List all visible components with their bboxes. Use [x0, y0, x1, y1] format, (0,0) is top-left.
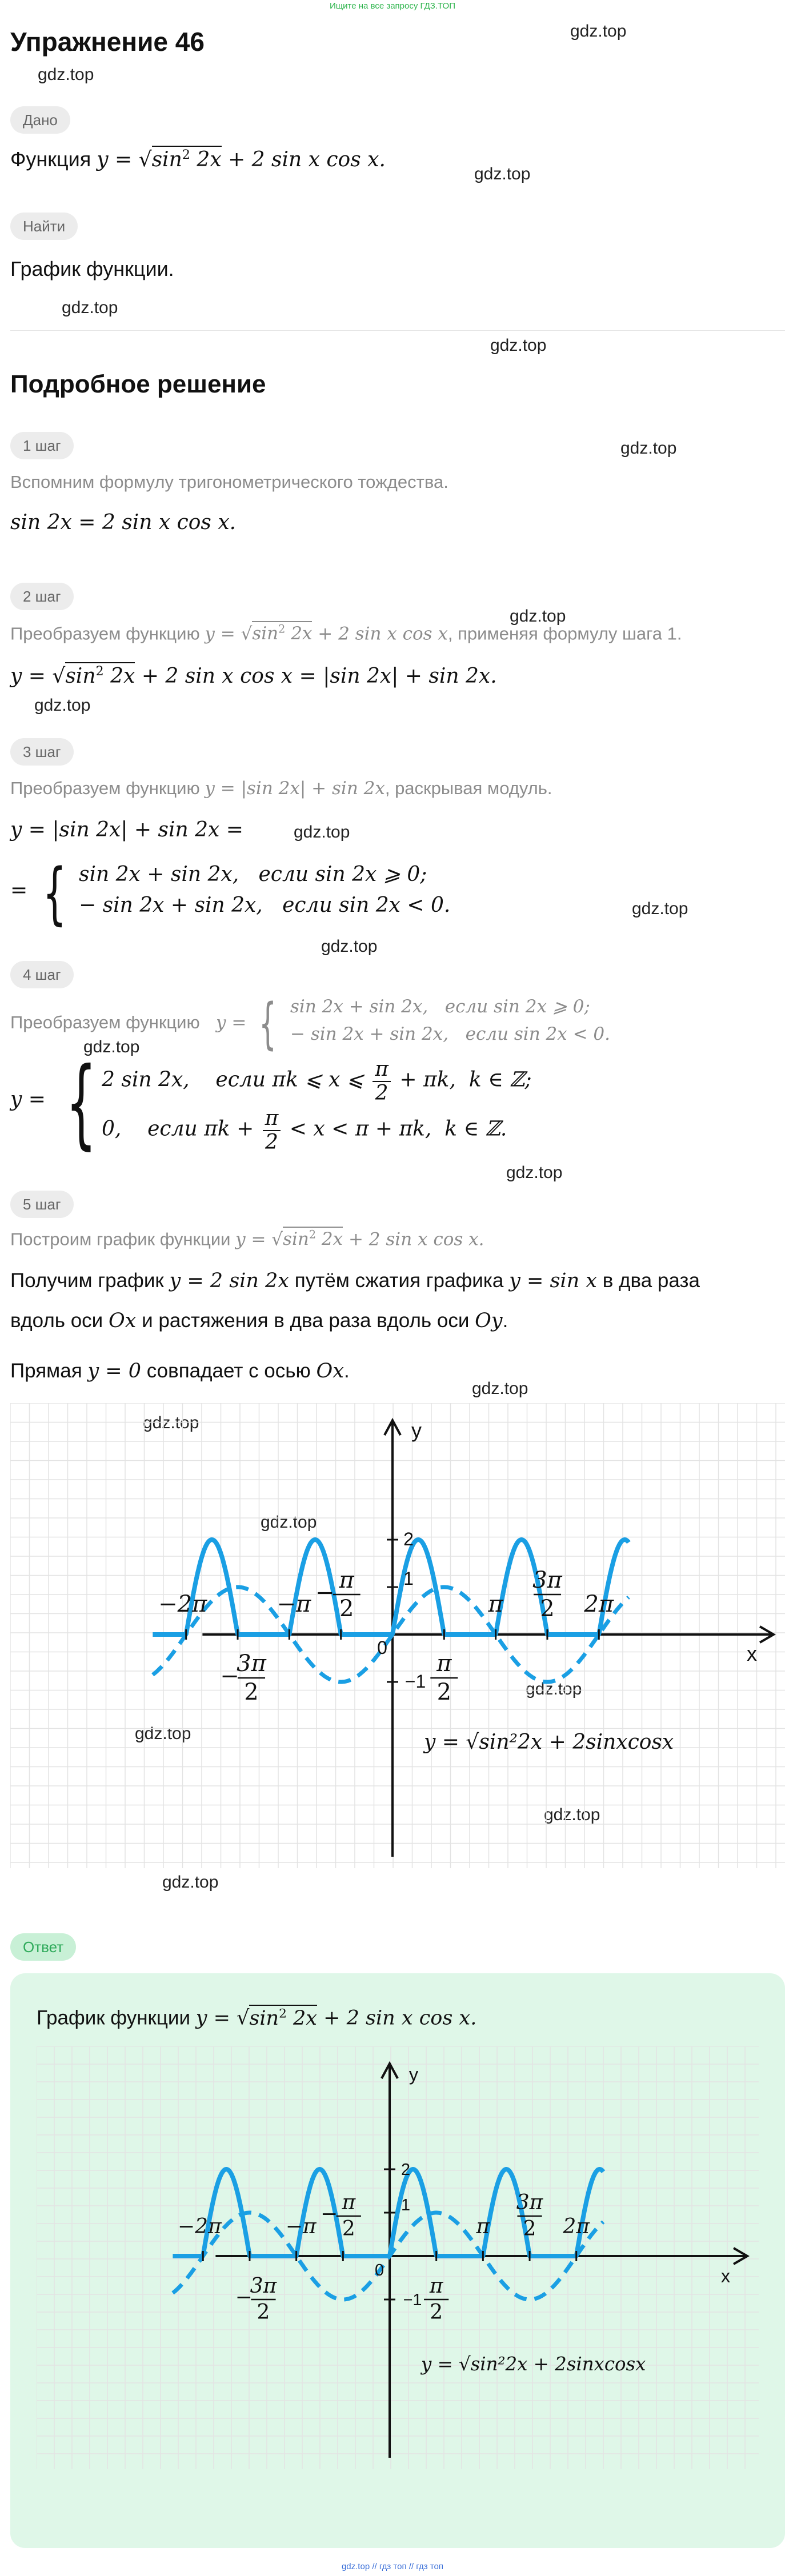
y-label-2: 2: [400, 2161, 411, 2179]
x-label-minus-3pi-2-den: 2: [244, 1679, 259, 1705]
cond-word: если: [147, 1117, 198, 1141]
top-banner[interactable]: Ищите на все запросу ГДЗ.ТОП: [330, 1, 455, 11]
graph-formula: y = √sin²2x + 2sinxcosx: [424, 1730, 674, 1754]
watermark: gdz.top: [490, 336, 547, 355]
step3-inline-formula: y = |sin 2x| + sin 2x: [205, 778, 385, 799]
x-label-pi-2-num: π: [436, 1650, 452, 1677]
step5-text-before: Построим график функции: [10, 1229, 231, 1249]
y-label-minus-1: −1: [403, 2291, 422, 2309]
step5-line2: вдоль оси Ox и растяжения в два раза вдоль оси Oy.: [10, 1309, 508, 1332]
given-pill: Дано: [10, 106, 70, 134]
step5-inline-formula: $y = √\sin^2$ 2x + 2 sin x cos x.: [235, 1227, 484, 1249]
y-label-1: 1: [403, 1568, 414, 1589]
x-label-minus-3pi-2-num: 3π: [237, 1650, 266, 1677]
step3-case1: sin 2x + sin 2x, если sin 2x ⩾ 0;: [79, 863, 427, 886]
cond-word: если: [465, 1024, 509, 1044]
x-label-3pi-2-num: 3π: [532, 1567, 562, 1593]
brace: {: [259, 992, 277, 1056]
x-label-minus-3pi-2-den: 2: [257, 2301, 270, 2324]
x-label-minus-pi-2-den: 2: [339, 1596, 354, 1622]
step5-line1-f2: y = sin x: [509, 1269, 598, 1292]
watermark: gdz.top: [526, 1680, 582, 1698]
divider: [10, 330, 785, 331]
step2-text-after: , применяя формулу шага 1.: [447, 623, 682, 644]
solution-title: Подробное решение: [10, 370, 266, 398]
step3-text: [10, 778, 552, 799]
step1-text: Вспомним формулу тригонометрического тождества.: [10, 472, 448, 492]
x-label-minus-2pi: −2π: [158, 1591, 207, 1617]
step2-formula: $y = √\sin^2$ 2x + 2 sin x cos x = |sin 2x| + sin 2x.: [10, 664, 497, 688]
watermark: gdz.top: [38, 65, 94, 84]
answer-label: График функции: [37, 2006, 190, 2029]
x-label-minus-pi-2-minus: −: [315, 1580, 335, 1606]
step5-line3-a: Прямая: [10, 1360, 82, 1382]
step5-line1-b: путём сжатия графика: [294, 1269, 504, 1292]
y-axis-label: y: [411, 1419, 422, 1442]
footer-links[interactable]: gdz.top // гдз топ // гдз топ: [341, 2562, 444, 2571]
x-label-2pi: 2π: [584, 1591, 614, 1617]
y-axis-label: y: [408, 2064, 419, 2085]
step5-line1-a: Получим график: [10, 1269, 164, 1292]
origin-label: 0: [377, 1637, 387, 1658]
step4-system: [10, 1047, 696, 1160]
step3-case2: − sin 2x + sin 2x, если sin 2x < 0.: [79, 894, 451, 917]
cond-word: если: [282, 894, 333, 917]
x-label-3pi-2-num: 3π: [516, 2191, 543, 2214]
x-label-minus-2pi: −2π: [177, 2215, 222, 2238]
find-text: График функции.: [10, 257, 174, 281]
watermark: gdz.top: [570, 22, 627, 41]
x-label-3pi-2-den: 2: [540, 1596, 555, 1622]
step2-inline-formula: $y = √\sin^2$ 2x + 2 sin x cos x: [205, 621, 448, 644]
answer-graph: [37, 2046, 759, 2469]
step5-ox2: Ox: [316, 1360, 344, 1383]
step4-y: y =: [10, 1088, 46, 1111]
x-label-minus-pi-2-minus: −: [321, 2202, 338, 2226]
x-axis-label: x: [747, 1642, 757, 1665]
given-line: [10, 147, 386, 171]
watermark: gdz.top: [62, 298, 118, 317]
step5-line1-f1: y = 2 sin 2x: [169, 1269, 290, 1292]
step5-oy: Oy: [475, 1309, 503, 1332]
watermark: gdz.top: [143, 1413, 199, 1432]
x-label-pi-2-den: 2: [430, 2301, 443, 2324]
step-pill: 3 шаг: [10, 738, 74, 766]
watermark: gdz.top: [261, 1513, 317, 1532]
step5-line3-b: совпадает с осью: [146, 1360, 311, 1382]
step4-inline-case1: sin 2x + sin 2x, если sin 2x ⩾ 0;: [290, 996, 590, 1017]
step-pill: 1 шаг: [10, 432, 74, 459]
cond-word: если: [215, 1068, 266, 1092]
step4-y-eq: y =: [216, 1012, 247, 1033]
step-pill: 4 шаг: [10, 961, 74, 988]
watermark: gdz.top: [135, 1724, 191, 1743]
answer-formula: $y = √\sin^2$ 2x + 2 sin x cos x.: [196, 2005, 477, 2030]
x-label-minus-pi-2-num: π: [339, 1567, 354, 1593]
step-pill: 2 шаг: [10, 583, 74, 610]
step5-y0: y = 0: [87, 1360, 142, 1383]
cond-word: если: [444, 996, 488, 1017]
step1-formula: sin 2x = 2 sin x cos x.: [10, 511, 237, 534]
origin-label: 0: [374, 2261, 385, 2279]
answer-pill: Ответ: [10, 1933, 76, 1961]
graph-formula: y = √sin²2x + 2sinxcosx: [421, 2353, 646, 2375]
brace: {: [66, 1047, 97, 1160]
step3-equals: =: [10, 879, 28, 902]
step5-ox: Ox: [108, 1309, 137, 1332]
x-label-minus-pi-2-num: π: [342, 2191, 356, 2214]
step4-inline-case2: − sin 2x + sin 2x, если sin 2x < 0.: [290, 1024, 611, 1044]
step4-case2: 0, если πk + $\frac{\pi}{2}$ < x < π + πk, k ∈ ℤ.: [102, 1107, 507, 1154]
step5-line3: Прямая y = 0 совпадает с осью Ox.: [10, 1360, 350, 1383]
x-label-2pi: 2π: [563, 2215, 590, 2238]
find-pill: Найти: [10, 213, 78, 240]
x-label-minus-pi-2-den: 2: [342, 2217, 355, 2241]
step3-text-after: , раскрывая модуль.: [385, 778, 552, 798]
watermark: gdz.top: [510, 607, 566, 626]
watermark: gdz.top: [544, 1805, 600, 1824]
watermark: gdz.top: [162, 1873, 219, 1892]
x-label-pi-2-num: π: [429, 2274, 443, 2298]
y-label-2: 2: [403, 1529, 414, 1549]
x-label-pi-2-den: 2: [436, 1679, 452, 1705]
given-label: Функция: [10, 147, 91, 171]
x-label-minus-3pi-2-num: 3π: [250, 2274, 277, 2298]
brace: {: [42, 854, 67, 932]
x-label-minus-3pi-2-minus: −: [235, 2285, 253, 2309]
x-axis-label: x: [720, 2266, 731, 2286]
watermark: gdz.top: [620, 439, 677, 458]
step5-line2-a: вдоль оси: [10, 1309, 103, 1332]
y-label-minus-1: −1: [404, 1671, 426, 1692]
x-label-minus-3pi-2-minus: −: [220, 1663, 239, 1689]
step5-line2-b: и растяжения в два раза вдоль оси: [142, 1309, 470, 1332]
step-pill: 5 шаг: [10, 1191, 74, 1218]
step3-formula-line1: y = |sin 2x| + sin 2x =: [10, 818, 243, 842]
step5-text: [10, 1228, 484, 1249]
watermark: gdz.top: [632, 899, 688, 918]
watermark: gdz.top: [321, 937, 378, 956]
x-label-minus-pi: −π: [277, 1591, 311, 1617]
watermark: gdz.top: [294, 823, 350, 842]
x-label-pi: π: [476, 2215, 490, 2238]
x-label-minus-pi: −π: [285, 2215, 317, 2238]
step5-line1: [10, 1269, 700, 1292]
x-label-pi: π: [488, 1591, 503, 1617]
x-label-3pi-2-den: 2: [523, 2217, 536, 2241]
step2-text: [10, 623, 682, 644]
y-label-1: 1: [400, 2196, 411, 2214]
step4-case1: 2 sin 2x, если πk ⩽ x ⩽ $\frac{\pi}{2}$ + πk, k ∈ ℤ;: [102, 1057, 532, 1105]
watermark: gdz.top: [83, 1037, 140, 1056]
exercise-title: Упражнение 46: [10, 27, 205, 57]
cond-word: если: [258, 863, 309, 886]
answer-line: [37, 2006, 476, 2030]
given-formula: $y = √\sin^2$ 2x + 2 sin x cos x.: [97, 146, 386, 171]
watermark: gdz.top: [34, 696, 91, 715]
watermark: gdz.top: [472, 1379, 528, 1398]
watermark: gdz.top: [506, 1163, 563, 1182]
step3-text-before: Преобразуем функцию: [10, 778, 200, 798]
watermark: gdz.top: [474, 165, 531, 183]
step5-line1-c: в два раза: [602, 1269, 700, 1292]
step4-text-before: Преобразуем функцию: [10, 1012, 200, 1032]
step2-text-before: Преобразуем функцию: [10, 623, 200, 644]
function-graph: [10, 1403, 785, 1868]
